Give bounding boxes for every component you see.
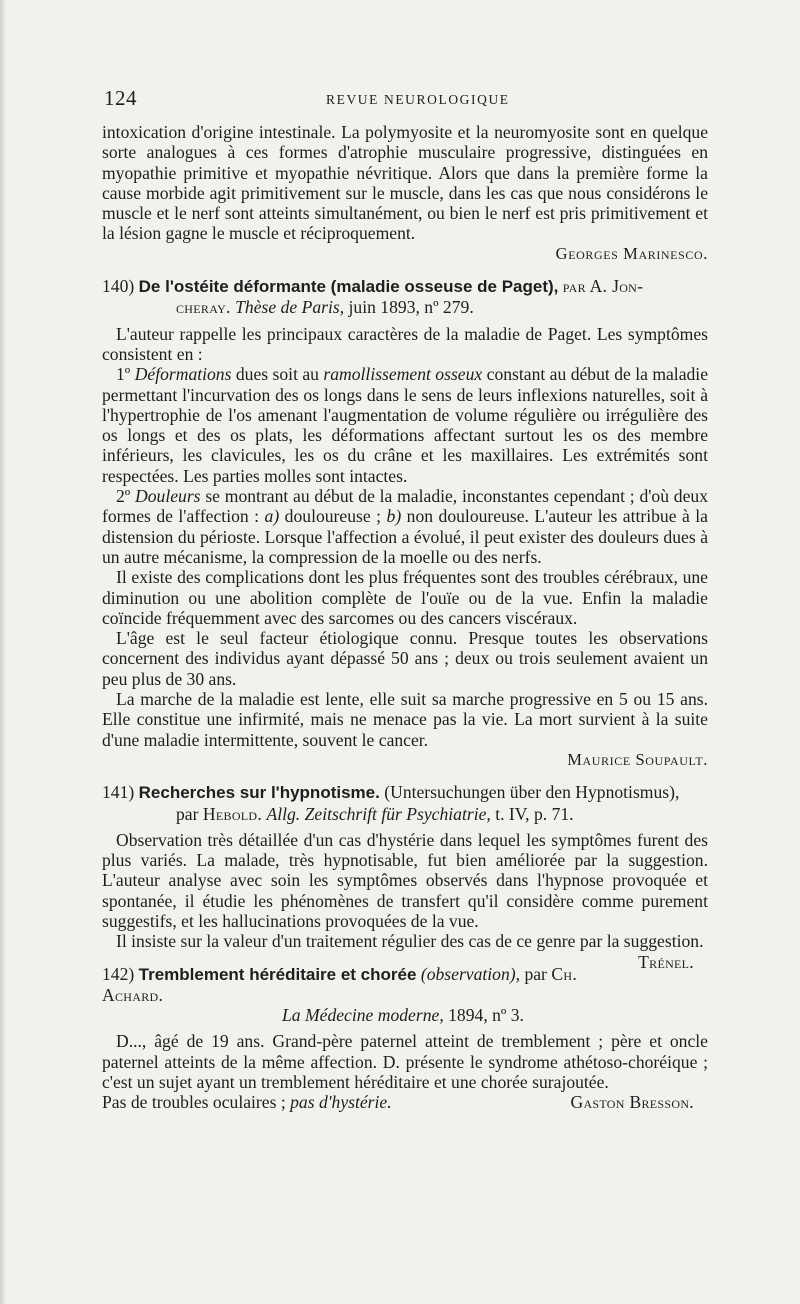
text-run: se montrant au début de la maladie, inconstantes cependant ; d'où deux formes de l'affection : (102, 486, 708, 527)
entry-141-heading (102, 782, 708, 824)
text-run: constant au début de la maladie permettant l'incurvation des os longs dans le sens de leurs inflexions naturelles, soit à l'hypertrophie de l'os amenant l'augmentation de volume régulière ou irrégulière des os longs et des os plats, les déformations affectant surtout les os des membre inférieurs, les clavicules, les os du crâne et les maxillaires. Les extrémités sont respectées. Les parties molles sont intactes. (102, 364, 708, 486)
term: b) (386, 506, 402, 527)
text-run (102, 1092, 392, 1112)
term: Déformations (134, 364, 232, 385)
text-run: dues soit au (235, 364, 319, 385)
signature-trenel: Trénel. (638, 951, 694, 972)
paragraph: Il existe des complications dont les plus fréquentes sont des troubles cérébraux, une diminution ou une abolition complète de l'ouïe ou de la vue. Enfin la maladie coïncide fréquemment avec des sarcomes ou des cancers viscéraux. (102, 567, 708, 628)
entry-title: Recherches sur l'hypnotisme. (138, 783, 380, 803)
list-number: 2º (116, 486, 131, 507)
term: a) (264, 506, 280, 527)
signature-soupault: Maurice Soupault. (567, 749, 708, 769)
entry-140-heading (102, 276, 708, 318)
entry-141 (102, 782, 708, 972)
entry-author: Hebold. (202, 803, 263, 824)
text-run: Il insiste sur la valeur d'un traitement régulier des cas de ce genre par la suggestion. (116, 931, 704, 952)
term: pas d'hystérie. (290, 1092, 392, 1113)
page-number: 124 (104, 86, 137, 110)
entry-142 (102, 964, 708, 1113)
entry-number: 140) (102, 276, 135, 297)
paragraph: L'auteur rappelle les principaux caractères de la maladie de Paget. Les symptômes consistent en : (102, 323, 708, 364)
paragraph (102, 486, 708, 567)
entry-number: 141) (102, 782, 135, 803)
entry-source: Thèse de Paris, (235, 297, 345, 318)
paragraph (102, 931, 708, 972)
entry-note: (observation), (420, 963, 521, 984)
entry-140 (102, 276, 708, 770)
entry-heading-continuation (102, 1005, 708, 1025)
paragraph: D..., âgé de 19 ans. Grand-père paternel atteint de tremblement ; père et oncle paternel atteints de la même affection. D. présente le syndrome athétoso-choréique ; c'est un sujet ayant un tremblement héréditaire et une chorée surajoutée. (102, 1031, 708, 1093)
page-header (104, 86, 700, 110)
intro-paragraph: intoxication d'origine intestinale. La polymyosite et la neuromyosite sont en quelque sorte analogues à ces formes d'atrophie musculaire progressive, distinguées en myopathie primitive et myopathie névritique. Alors que dans la première forme la cause morbide agit primitivement sur le muscle, dans les cas que nous considérons le muscle et le nerf sont atteints simultanément, ou bien le nerf est pris primitivement et la lésion gagne le muscle et réciproquement. (102, 122, 708, 244)
entry-title: Tremblement héréditaire et chorée (138, 964, 417, 984)
text-run: par (524, 963, 547, 984)
paragraph (102, 364, 708, 486)
page-content (102, 122, 708, 1113)
entry-142-heading (102, 964, 708, 1026)
text-run: non douloureuse. L'auteur les attribue à la distension du périoste. Lorsque l'affection a évolué, il peut exister des douleurs dues à un autre mécanisme, la compression de la moelle ou des nerfs. (102, 506, 708, 567)
paragraph: L'âge est le seul facteur étiologique connu. Presque toutes les observations concernent des individus ayant dépassé 50 ans ; deux ou trois seulement avaient un peu plus de 30 ans. (102, 628, 708, 689)
entry-subtitle: (Untersuchungen über den Hypnotismus), (384, 782, 680, 803)
paragraph: Observation très détaillée d'un cas d'hystérie dans lequel les symptômes furent des plus variés. La malade, très hypnotisable, fut bien améliorée par la suggestion. L'auteur analyse avec soin les symptômes observés dans l'hypnose provoquée et spontanée, il étudie les phénomènes de transfert qu'il considère comme purement suggestifs, et les hallucinations provoquées de la vue. (102, 829, 708, 931)
entry-source: La Médecine moderne, (282, 1005, 444, 1026)
signature-bresson: Gaston Bresson. (570, 1092, 694, 1113)
signature-marinesco: Georges Marinesco. (555, 243, 708, 263)
entry-heading-continuation (102, 804, 708, 824)
list-number: 1º (116, 364, 131, 385)
entry-date: juin 1893, nº 279. (348, 297, 474, 318)
entry-title: De l'ostéite déformante (maladie osseuse de Paget), (138, 277, 559, 297)
entry-ref: 1894, nº 3. (448, 1005, 524, 1026)
paragraph (102, 1092, 708, 1112)
text-run: par (176, 803, 199, 824)
running-head: REVUE NEUROLOGIQUE (326, 92, 510, 107)
entry-heading-continuation (102, 297, 708, 317)
paragraph: La marche de la maladie est lente, elle suit sa marche progressive en 5 ou 15 ans. Elle constitue une infirmité, mais ne menace pas la vie. La mort survient à la suite d'une maladie intermittente, souvent le cancer. (102, 689, 708, 750)
entry-author: Ch. Achard. (102, 963, 578, 1005)
term: Douleurs (135, 486, 201, 507)
entry-number: 142) (102, 963, 135, 984)
entry-source: Allg. Zeitschrift für Psychiatrie, (266, 803, 491, 824)
entry-ref: t. IV, p. 71. (495, 803, 574, 824)
entry-author: par A. Jon- (562, 276, 644, 297)
text-run: douloureuse ; (284, 506, 382, 527)
entry-author-cont: cheray. (176, 297, 231, 318)
term: ramollissement osseux (323, 364, 483, 385)
text-run: Pas de troubles oculaires ; (102, 1092, 286, 1113)
